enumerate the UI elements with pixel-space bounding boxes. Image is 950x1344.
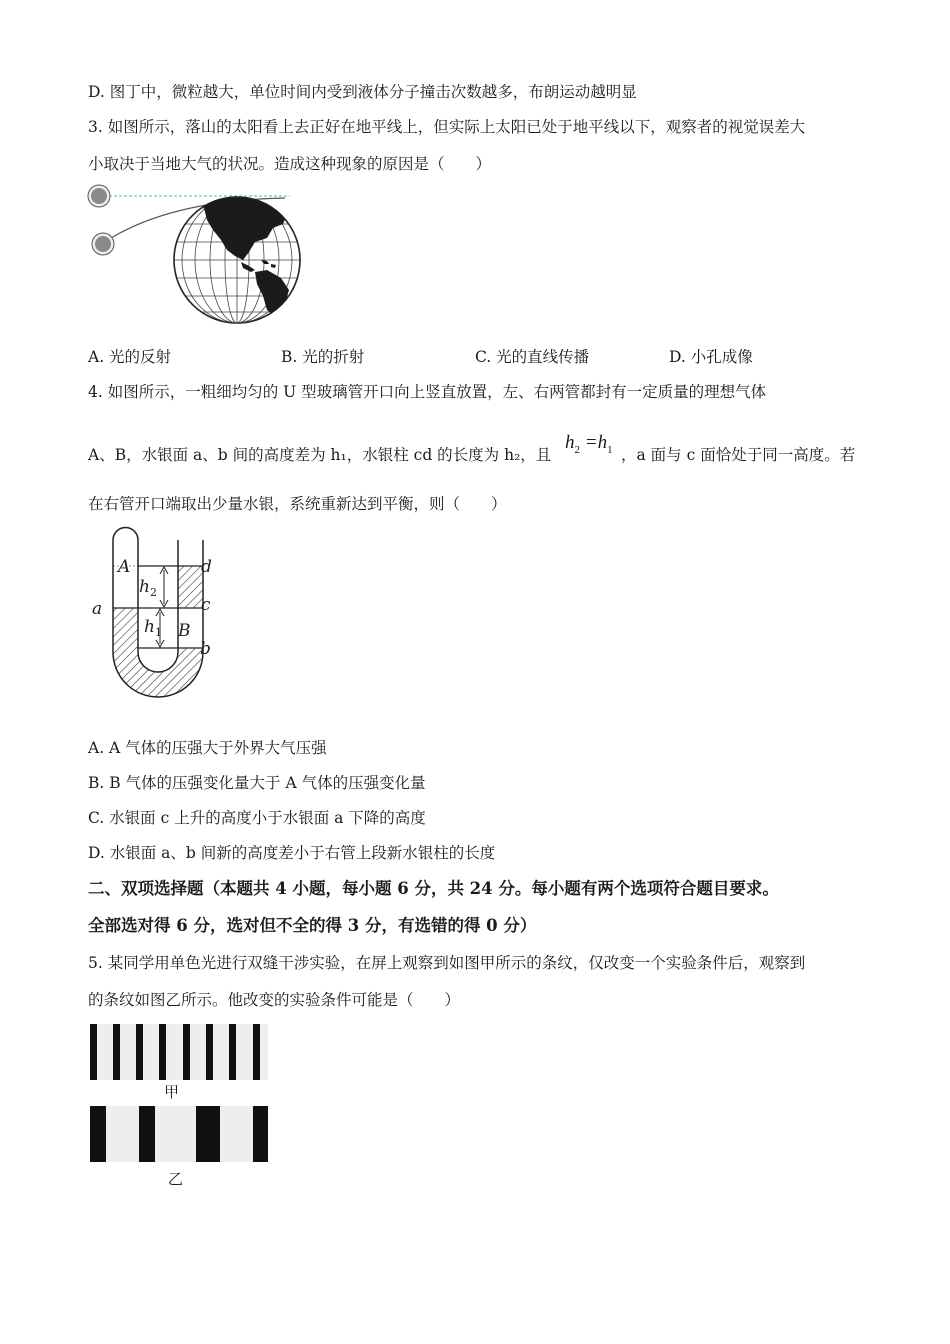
caption-jia: 甲 — [164, 1083, 180, 1101]
q4-stem-line1: 4. 如图所示，一粗细均匀的 U 型玻璃管开口向上竖直放置，左、右两管都封有一定质量的理想气体 — [88, 383, 767, 401]
q3-stem-line2: 小取决于当地大气的状况。造成这种现象的原因是（ ） — [88, 155, 492, 173]
u-tube-figure — [88, 526, 228, 716]
label-level-c: c — [201, 595, 211, 615]
q3-option-d: D. 小孔成像 — [669, 348, 753, 366]
label-level-d: d — [201, 557, 212, 577]
section2-heading-line2: 全部选对得 6 分，选对但不全的得 3 分，有选错的得 0 分） — [88, 916, 537, 935]
q3-option-b: B. 光的折射 — [281, 348, 365, 366]
q4-stem-line3: 在右管开口端取出少量水银，系统重新达到平衡，则（ ） — [88, 495, 507, 513]
label-level-b: b — [200, 639, 211, 659]
q4-option-b: B. B 气体的压强变化量大于 A 气体的压强变化量 — [88, 774, 426, 792]
caption-yi: 乙 — [168, 1170, 184, 1188]
q5-stem-line2: 的条纹如图乙所示。他改变的实验条件可能是（ ） — [88, 991, 461, 1009]
q3-option-c: C. 光的直线传播 — [475, 348, 590, 366]
q4-option-c: C. 水银面 c 上升的高度小于水银面 a 下降的高度 — [88, 809, 426, 827]
fringe-pattern-jia — [90, 1024, 268, 1080]
q4-option-d: D. 水银面 a、b 间新的高度差小于右管上段新水银柱的长度 — [88, 844, 496, 862]
label-h1: $h_1$ — [144, 617, 162, 639]
label-gas-a: A — [118, 557, 131, 577]
section2-heading-line1: 二、双项选择题（本题共 4 小题，每小题 6 分，共 24 分。每小题有两个选项符合题目要求。 — [88, 879, 779, 898]
q3-option-a: A. 光的反射 — [88, 348, 172, 366]
q4-option-a: A. A 气体的压强大于外界大气压强 — [88, 739, 327, 757]
real-sun-icon — [92, 233, 114, 255]
label-h2: $h_2$ — [139, 577, 157, 599]
q4-stem-line2-part2: ，a 面与 c 面恰处于同一高度。若 — [621, 446, 856, 464]
q5-stem-line1: 5. 某同学用单色光进行双缝干涉实验，在屏上观察到如图甲所示的条纹，仅改变一个实验条件后，观察到 — [88, 954, 806, 972]
q4-equation: $h_2 =h_1$ — [565, 432, 613, 456]
sunset-refraction-figure — [85, 180, 315, 330]
q4-stem-line2-part1: A、B，水银面 a、b 间的高度差为 h₁，水银柱 cd 的长度为 h₂，且 — [88, 446, 552, 464]
label-gas-b: B — [178, 621, 191, 641]
fringe-pattern-yi — [90, 1106, 268, 1162]
q2-option-d: D. 图丁中，微粒越大，单位时间内受到液体分子撞击次数越多，布朗运动越明显 — [88, 83, 637, 101]
apparent-sun-icon — [88, 185, 110, 207]
q3-stem-line1: 3. 如图所示，落山的太阳看上去正好在地平线上，但实际上太阳已处于地平线以下，观察者的视觉误差大 — [88, 118, 806, 136]
label-level-a: a — [92, 599, 103, 619]
